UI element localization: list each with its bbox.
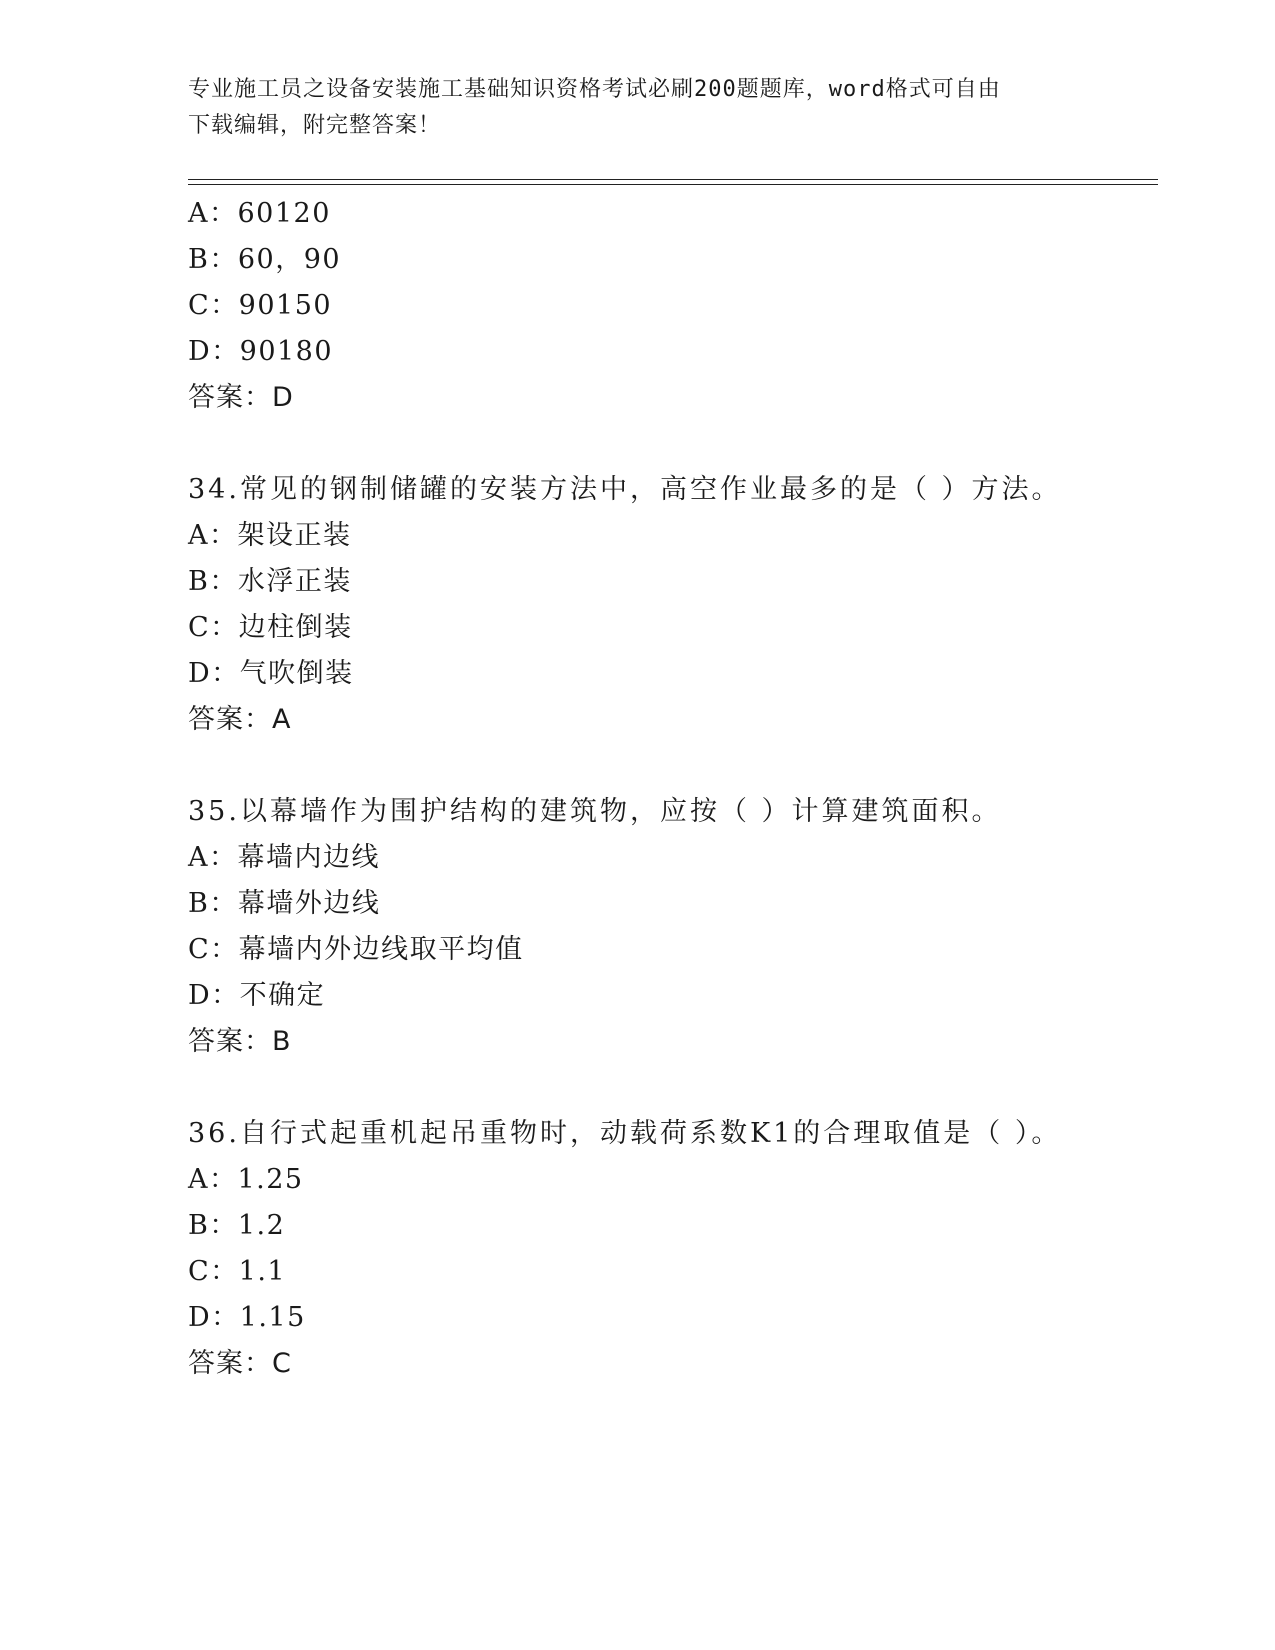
question-block-34 <box>188 467 1158 743</box>
option-a: A：1.25 <box>188 1164 304 1195</box>
question-title: 35.以幕墙作为围护结构的建筑物，应按（ ）计算建筑面积。 <box>188 796 1002 827</box>
option-b: B：60，90 <box>188 244 342 275</box>
option-d: D：1.15 <box>188 1302 306 1333</box>
option-d: D：不确定 <box>188 980 326 1011</box>
option-c: C：幕墙内外边线取平均值 <box>188 934 524 965</box>
header-line-1: 专业施工员之设备安装施工基础知识资格考试必刷200题题库，word格式可自由 <box>188 77 1001 102</box>
option-c: C：90150 <box>188 290 333 321</box>
option-a: A：架设正装 <box>188 520 352 551</box>
question-block-35 <box>188 789 1158 1065</box>
question-block-36 <box>188 1111 1158 1387</box>
spacer <box>188 421 1158 467</box>
spacer <box>188 743 1158 789</box>
question-block-prev <box>188 191 1158 421</box>
option-a: A：幕墙内边线 <box>188 842 380 873</box>
option-b: B：幕墙外边线 <box>188 888 381 919</box>
answer-line: 答案：D <box>188 382 294 413</box>
header-divider-bottom <box>188 184 1158 185</box>
option-d: D：90180 <box>188 336 334 367</box>
question-title: 34.常见的钢制储罐的安装方法中，高空作业最多的是（ ）方法。 <box>188 474 1062 505</box>
question-title: 36.自行式起重机起吊重物时，动载荷系数K1的合理取值是（ ）。 <box>188 1118 1062 1149</box>
question-list <box>188 191 1158 1387</box>
header-divider-top <box>188 179 1158 180</box>
answer-line: 答案：B <box>188 1026 292 1057</box>
document-header <box>188 72 1088 144</box>
option-b: B：1.2 <box>188 1210 286 1241</box>
option-c: C：边柱倒装 <box>188 612 353 643</box>
option-b: B：水浮正装 <box>188 566 352 597</box>
spacer <box>188 1065 1158 1111</box>
option-c: C：1.1 <box>188 1256 287 1287</box>
option-a: A：60120 <box>188 198 331 229</box>
answer-line: 答案：C <box>188 1348 292 1379</box>
answer-line: 答案：A <box>188 704 292 735</box>
option-d: D：气吹倒装 <box>188 658 354 689</box>
header-line-2: 下载编辑，附完整答案！ <box>188 113 442 138</box>
